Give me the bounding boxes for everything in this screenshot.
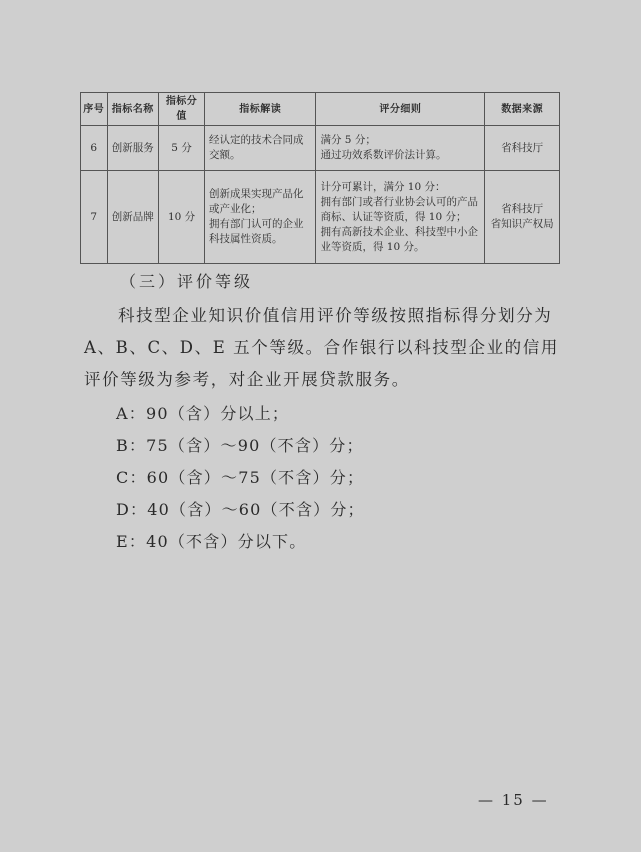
source-line: 省知识产权局 [490, 218, 554, 230]
grade-line-a: A：90（含）分以上； [116, 404, 290, 423]
body-paragraph: 科技型企业知识价值信用评价等级按照指标得分划分为 A、B、C、D、E 五个等级。合作银行以科技型企业的信用评价等级为参考，对企业开展贷款服务。 [84, 306, 559, 389]
header-cell-rules: 评分细则 [316, 93, 485, 126]
grade-line-e: E：40（不含）分以下。 [116, 532, 307, 551]
table-row [81, 171, 560, 264]
cell-no: 6 [81, 126, 108, 171]
header-cell-interpretation: 指标解读 [205, 93, 316, 126]
cell-source [485, 171, 560, 264]
cell-interpretation [205, 126, 316, 171]
rules-line: 拥有高新技术企业、科技型中小企业等资质，得 10 分。 [320, 225, 478, 253]
cell-source [485, 126, 560, 171]
grade-line-c: C：60（含）～75（不含）分； [116, 468, 365, 487]
header-cell-name: 指标名称 [107, 93, 159, 126]
cell-name: 创新品牌 [107, 171, 159, 264]
table-row [81, 126, 560, 171]
grade-line-d: D：40（含）～60（不含）分； [116, 500, 365, 519]
rules-line: 满分 5 分； [320, 134, 376, 146]
section-heading: （三）评价等级 [120, 272, 254, 291]
interpretation-line: 创新成果实现产品化或产业化； [209, 188, 304, 215]
table-header-row [81, 93, 560, 126]
rules-line: 拥有部门或者行业协会认可的产品商标、认证等资质，得 10 分； [320, 195, 478, 223]
rules-line: 计分可累计，满分 10 分： [320, 180, 446, 193]
interpretation-line: 经认定的技术合同成交额。 [209, 134, 304, 161]
source-line: 省科技厅 [501, 203, 544, 215]
cell-score: 10 分 [159, 171, 205, 264]
cell-score: 5 分 [159, 126, 205, 171]
cell-name: 创新服务 [107, 126, 159, 171]
cell-rules [316, 126, 485, 171]
cell-interpretation [205, 171, 316, 264]
rules-line: 通过功效系数评价法计算。 [320, 149, 447, 161]
cell-rules [316, 171, 485, 264]
grade-line-b: B：75（含）～90（不含）分； [116, 436, 364, 455]
header-cell-source: 数据来源 [485, 93, 560, 126]
cell-no: 7 [81, 171, 108, 264]
header-cell-score: 指标分值 [159, 93, 205, 126]
header-cell-no: 序号 [81, 93, 108, 126]
scoring-table [80, 92, 560, 264]
source-line: 省科技厅 [501, 141, 544, 154]
interpretation-line: 拥有部门认可的企业科技属性资质。 [209, 218, 304, 245]
page-number: — 15 — [478, 791, 549, 809]
